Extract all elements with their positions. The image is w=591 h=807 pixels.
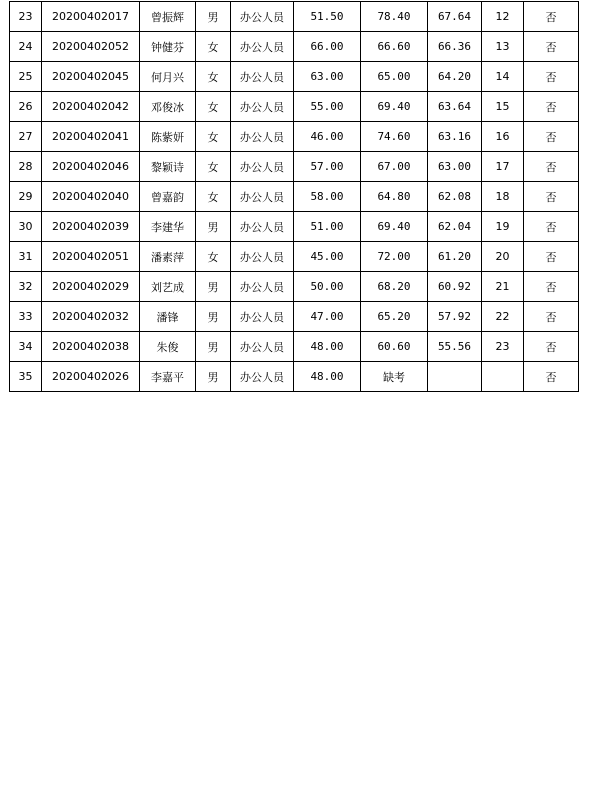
- cell-written-score: 48.00: [294, 332, 361, 362]
- cell-name: 曾振辉: [140, 2, 196, 32]
- cell-exam-id: 20200402042: [42, 92, 140, 122]
- cell-interview-score: 74.60: [361, 122, 428, 152]
- cell-admitted: 否: [524, 62, 579, 92]
- cell-number: 34: [10, 332, 42, 362]
- cell-name: 李建华: [140, 212, 196, 242]
- cell-admitted: 否: [524, 152, 579, 182]
- cell-number: 26: [10, 92, 42, 122]
- cell-interview-score: 60.60: [361, 332, 428, 362]
- cell-name: 潘锋: [140, 302, 196, 332]
- table-row: [10, 302, 579, 332]
- cell-number: 30: [10, 212, 42, 242]
- cell-gender: 男: [196, 2, 231, 32]
- cell-exam-id: 20200402026: [42, 362, 140, 392]
- cell-admitted: 否: [524, 212, 579, 242]
- cell-gender: 男: [196, 362, 231, 392]
- cell-admitted: 否: [524, 182, 579, 212]
- cell-name: 邓俊冰: [140, 92, 196, 122]
- cell-total-score: 60.92: [428, 272, 482, 302]
- cell-interview-score: 69.40: [361, 92, 428, 122]
- cell-total-score: 63.16: [428, 122, 482, 152]
- cell-exam-id: 20200402046: [42, 152, 140, 182]
- cell-total-score: 55.56: [428, 332, 482, 362]
- cell-exam-id: 20200402051: [42, 242, 140, 272]
- cell-written-score: 48.00: [294, 362, 361, 392]
- cell-written-score: 57.00: [294, 152, 361, 182]
- cell-rank: 14: [482, 62, 524, 92]
- cell-interview-score: 65.20: [361, 302, 428, 332]
- cell-gender: 女: [196, 92, 231, 122]
- cell-position: 办公人员: [231, 182, 294, 212]
- cell-exam-id: 20200402039: [42, 212, 140, 242]
- cell-rank: 15: [482, 92, 524, 122]
- cell-interview-score: 66.60: [361, 32, 428, 62]
- cell-admitted: 否: [524, 302, 579, 332]
- cell-written-score: 63.00: [294, 62, 361, 92]
- cell-admitted: 否: [524, 122, 579, 152]
- cell-position: 办公人员: [231, 332, 294, 362]
- cell-gender: 女: [196, 62, 231, 92]
- cell-rank: 19: [482, 212, 524, 242]
- cell-rank: 12: [482, 2, 524, 32]
- cell-rank: [482, 362, 524, 392]
- cell-interview-score: 72.00: [361, 242, 428, 272]
- cell-name: 陈紫妍: [140, 122, 196, 152]
- cell-written-score: 55.00: [294, 92, 361, 122]
- cell-position: 办公人员: [231, 62, 294, 92]
- table-body: [10, 2, 579, 392]
- cell-number: 29: [10, 182, 42, 212]
- cell-rank: 21: [482, 272, 524, 302]
- cell-name: 刘艺成: [140, 272, 196, 302]
- cell-total-score: 63.64: [428, 92, 482, 122]
- cell-exam-id: 20200402045: [42, 62, 140, 92]
- cell-rank: 16: [482, 122, 524, 152]
- cell-written-score: 66.00: [294, 32, 361, 62]
- cell-rank: 13: [482, 32, 524, 62]
- cell-number: 33: [10, 302, 42, 332]
- cell-total-score: 67.64: [428, 2, 482, 32]
- cell-admitted: 否: [524, 332, 579, 362]
- cell-interview-score: 65.00: [361, 62, 428, 92]
- cell-rank: 20: [482, 242, 524, 272]
- cell-total-score: 66.36: [428, 32, 482, 62]
- cell-position: 办公人员: [231, 2, 294, 32]
- cell-written-score: 51.00: [294, 212, 361, 242]
- cell-written-score: 46.00: [294, 122, 361, 152]
- cell-total-score: 62.04: [428, 212, 482, 242]
- cell-number: 25: [10, 62, 42, 92]
- cell-name: 黎颖诗: [140, 152, 196, 182]
- cell-admitted: 否: [524, 92, 579, 122]
- cell-position: 办公人员: [231, 272, 294, 302]
- cell-rank: 23: [482, 332, 524, 362]
- cell-exam-id: 20200402038: [42, 332, 140, 362]
- table-row: [10, 212, 579, 242]
- cell-rank: 22: [482, 302, 524, 332]
- cell-position: 办公人员: [231, 212, 294, 242]
- cell-written-score: 51.50: [294, 2, 361, 32]
- cell-exam-id: 20200402032: [42, 302, 140, 332]
- cell-name: 朱俊: [140, 332, 196, 362]
- cell-total-score: [428, 362, 482, 392]
- cell-number: 27: [10, 122, 42, 152]
- cell-interview-score: 68.20: [361, 272, 428, 302]
- table-row: [10, 92, 579, 122]
- cell-total-score: 62.08: [428, 182, 482, 212]
- cell-admitted: 否: [524, 2, 579, 32]
- table-row: [10, 152, 579, 182]
- cell-exam-id: 20200402052: [42, 32, 140, 62]
- cell-written-score: 47.00: [294, 302, 361, 332]
- cell-written-score: 50.00: [294, 272, 361, 302]
- cell-position: 办公人员: [231, 32, 294, 62]
- cell-gender: 女: [196, 32, 231, 62]
- cell-rank: 17: [482, 152, 524, 182]
- cell-position: 办公人员: [231, 242, 294, 272]
- cell-gender: 男: [196, 212, 231, 242]
- cell-name: 何月兴: [140, 62, 196, 92]
- cell-name: 曾嘉韵: [140, 182, 196, 212]
- cell-number: 23: [10, 2, 42, 32]
- cell-exam-id: 20200402041: [42, 122, 140, 152]
- cell-gender: 女: [196, 122, 231, 152]
- cell-gender: 男: [196, 332, 231, 362]
- cell-position: 办公人员: [231, 152, 294, 182]
- cell-total-score: 61.20: [428, 242, 482, 272]
- cell-rank: 18: [482, 182, 524, 212]
- cell-interview-score: 缺考: [361, 362, 428, 392]
- cell-position: 办公人员: [231, 362, 294, 392]
- table-row: [10, 122, 579, 152]
- cell-number: 31: [10, 242, 42, 272]
- cell-admitted: 否: [524, 362, 579, 392]
- cell-exam-id: 20200402040: [42, 182, 140, 212]
- cell-exam-id: 20200402017: [42, 2, 140, 32]
- cell-gender: 女: [196, 182, 231, 212]
- cell-admitted: 否: [524, 32, 579, 62]
- table-row: [10, 2, 579, 32]
- cell-gender: 男: [196, 302, 231, 332]
- results-table: [9, 1, 579, 392]
- cell-written-score: 58.00: [294, 182, 361, 212]
- cell-interview-score: 78.40: [361, 2, 428, 32]
- cell-exam-id: 20200402029: [42, 272, 140, 302]
- table-row: [10, 182, 579, 212]
- table-row: [10, 62, 579, 92]
- table-row: [10, 242, 579, 272]
- table-row: [10, 362, 579, 392]
- table-row: [10, 272, 579, 302]
- cell-name: 李嘉平: [140, 362, 196, 392]
- cell-interview-score: 69.40: [361, 212, 428, 242]
- cell-name: 钟健芬: [140, 32, 196, 62]
- cell-interview-score: 67.00: [361, 152, 428, 182]
- cell-admitted: 否: [524, 242, 579, 272]
- cell-name: 潘素萍: [140, 242, 196, 272]
- cell-total-score: 63.00: [428, 152, 482, 182]
- cell-admitted: 否: [524, 272, 579, 302]
- cell-number: 35: [10, 362, 42, 392]
- cell-gender: 女: [196, 242, 231, 272]
- cell-interview-score: 64.80: [361, 182, 428, 212]
- cell-number: 32: [10, 272, 42, 302]
- cell-position: 办公人员: [231, 302, 294, 332]
- cell-number: 28: [10, 152, 42, 182]
- cell-position: 办公人员: [231, 92, 294, 122]
- table-row: [10, 332, 579, 362]
- cell-total-score: 64.20: [428, 62, 482, 92]
- cell-written-score: 45.00: [294, 242, 361, 272]
- cell-gender: 男: [196, 272, 231, 302]
- cell-gender: 女: [196, 152, 231, 182]
- table-row: [10, 32, 579, 62]
- cell-position: 办公人员: [231, 122, 294, 152]
- cell-total-score: 57.92: [428, 302, 482, 332]
- cell-number: 24: [10, 32, 42, 62]
